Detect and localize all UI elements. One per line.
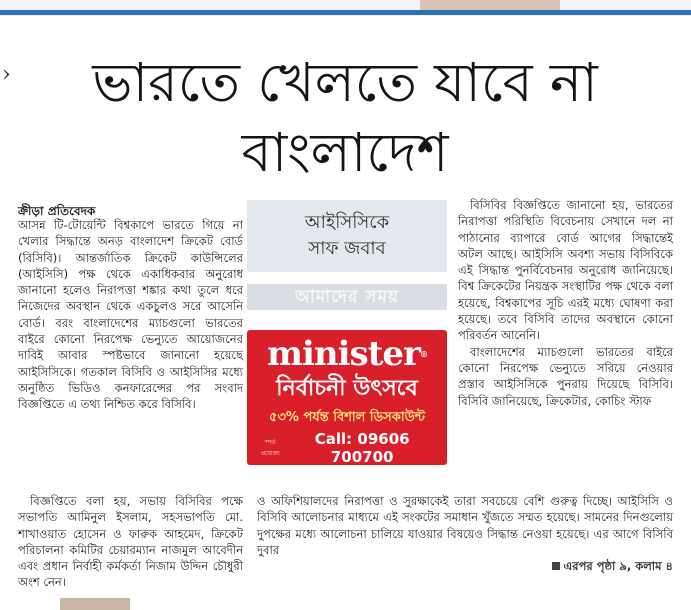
- article-column-right: [458, 197, 673, 409]
- minister-advertisement[interactable]: [247, 330, 447, 465]
- ad-terms: *শর্ত প্রযোজ্য: [260, 439, 280, 457]
- pullquote-line-2: সাফ জবাব: [308, 238, 386, 259]
- headline-line-1: ভারতে খেলতে যাবে না: [92, 51, 598, 114]
- bottom-photo-crop: [60, 598, 130, 610]
- article-paragraph: বিসিবির বিজ্ঞপ্তিতে জানানো হয়, ভারতের নিরাপত্তা পরিস্থিতি বিবেচনায় সেখানে দল না পাঠানোর ব্যাপারে বোর্ড আগের সিদ্ধান্তেই অটল আছে। আইসিসি অবশ্য সভায় বিসিবিকে এই সিদ্ধান্ত পুনর্বিবেচনার অনুরোধ জানিয়েছে। বিশ্ব ক্রিকেটের নিয়ন্ত্রক সংস্থাটির পক্ষ থেকে বলা হয়েছে, বিশ্বকাপের সূচি এরই মধ্যে ঘোষণা করা হয়েছে। তবে বিসিবি তাদের অবস্থানে কোনো পরিবর্তন আনেনি।: [458, 198, 673, 343]
- article-paragraph: বিজ্ঞপ্তিতে বলা হয়, সভায় বিসিবির পক্ষে সভাপতি আমিনুল ইসলাম, সহসভাপতি মো. শাখাওয়াত হোসেন ও ফারুক আহমেদ, ক্রিকেট পরিচালনা কমিটির চেয়ারম্যান নাজমুল আবেদীন এবং প্রধান নির্বাহী কর্মকর্তা নিজাম উদ্দিন চৌধুরী অংশ নেন।: [18, 494, 243, 590]
- bottom-cropped-strip: [0, 596, 691, 610]
- top-photo-crop: [420, 0, 560, 10]
- article-paragraph: আসন্ন টি-টোয়েন্টি বিশ্বকাপে ভারতে গিয়ে না খেলার সিদ্ধান্তে অনড় বাংলাদেশ ক্রিকেট বোর্ড (বিসিবি)। আন্তর্জাতিক ক্রিকেট কাউন্সিলের (আইসিসি) পক্ষ থেকে একাধিকবার অনুরোধ জানানো হলেও নিরাপত্তা শঙ্কার কথা তুলে ধরে নিজেদের অবস্থান থেকে একচুলও সরে আসেনি বোর্ড। বরং বাংলাদেশের ম্যাচগুলো ভারতের বাইরে কোনো নিরপেক্ষ ভেন্যুতে আয়োজনের দাবিই আবার স্পষ্টভাবে জানানো হয়েছে আইসিসিকে। গতকাল বিসিবি ও আইসিসির মধ্যে অনুষ্ঠিত ভিডিও কনফারেন্সের পর সংবাদ বিজ্ঞপ্তিতে এ তথ্য নিশ্চিত করে বিসিবি।: [18, 218, 243, 412]
- ad-tagline: নির্বাচনী উৎসবে: [276, 376, 418, 401]
- article-column-left: [18, 217, 243, 413]
- top-photo-strip: [0, 0, 691, 16]
- headline-line-2: বাংলাদেশ: [241, 121, 449, 184]
- blue-divider-stripe: [0, 10, 691, 15]
- headline: [30, 48, 660, 188]
- square-bullet-icon: [552, 562, 560, 570]
- article-paragraph: বাংলাদেশের ম্যাচগুলো ভারতের বাইরে কোনো নিরপেক্ষ ভেন্যুতে সরিয়ে নেওয়ার প্রস্তাব আইসিসিকে পুনরায় দিয়েছে বিসিবি। বিসিবি জানিয়েছে, ক্রিকেটার, কোচিং স্টাফ: [458, 344, 673, 408]
- continued-link[interactable]: এরপর পৃষ্ঠা ৯, কলাম ৪: [552, 558, 673, 574]
- ad-discount: ৫৩% পর্যন্ত বিশাল ডিসকাউন্ট: [269, 410, 425, 425]
- ad-brand-logo: minister®: [267, 334, 427, 374]
- pullquote-line-1: আইসিসিকে: [304, 212, 390, 233]
- ad-call-row: [247, 428, 447, 466]
- newspaper-watermark-label: আমাদের সময়: [247, 284, 447, 310]
- article-bottom-row: [18, 493, 673, 591]
- article-paragraph: ও অফিশিয়ালদের নিরাপত্তা ও সুরক্ষাকেই তারা সবচেয়ে বেশি গুরুত্ব দিচ্ছে। আইসিসি ও বিসিবি আলোচনার মাধ্যমে এই সংকটের সমাধান খুঁজতে সম্মত হয়েছে। সামনের দিনগুলোয় দুপক্ষের মধ্যে আলোচনা চালিয়ে যাওয়ার বিষয়েও সিদ্ধান্ত নেওয়া হয়েছে। এর আগে বিসিবি দুবার: [257, 494, 673, 557]
- byline: ক্রীড়া প্রতিবেদক: [18, 204, 96, 218]
- ad-call-number: Call: 09606 700700: [314, 430, 410, 466]
- pullquote-box: [247, 200, 447, 272]
- left-edge-mark: ›: [2, 62, 11, 87]
